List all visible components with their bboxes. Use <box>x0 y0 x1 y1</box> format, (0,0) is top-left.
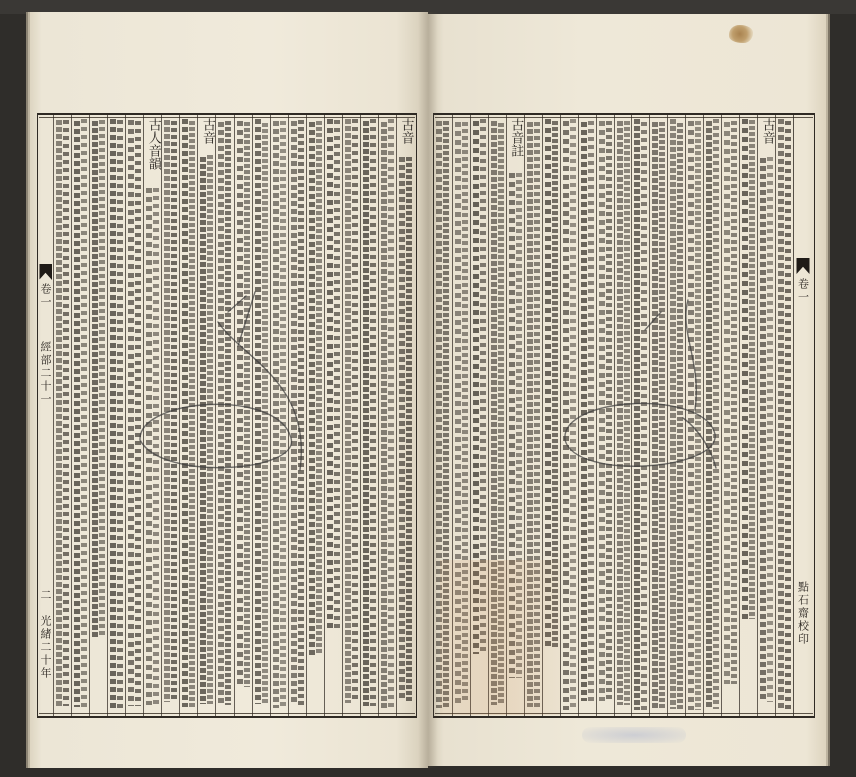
illegible-text-texture <box>217 119 232 705</box>
text-column <box>71 115 89 716</box>
text-column <box>757 115 775 716</box>
illegible-text-texture <box>272 119 287 708</box>
illegible-text-texture <box>454 119 469 703</box>
text-column <box>342 115 360 716</box>
fishtail-mark <box>797 258 810 274</box>
text-column <box>721 115 739 716</box>
paper-stain <box>729 25 753 43</box>
text-column <box>89 115 107 716</box>
margin-section-label: 經部二十一 <box>39 341 52 406</box>
illegible-text-texture <box>236 119 251 687</box>
margin-juan-label: 卷一 <box>39 283 52 309</box>
text-column <box>775 115 793 716</box>
illegible-text-texture <box>199 155 214 704</box>
text-column <box>631 115 649 716</box>
text-column <box>685 115 703 716</box>
illegible-text-texture <box>435 119 451 708</box>
illegible-text-texture <box>472 119 487 654</box>
illegible-text-texture <box>127 119 142 706</box>
illegible-text-texture <box>254 119 269 704</box>
illegible-text-texture <box>290 119 305 705</box>
illegible-text-texture <box>55 119 70 706</box>
left-page <box>30 12 428 768</box>
margin-date-label: 光緒二十年 <box>39 615 52 680</box>
illegible-text-texture <box>759 155 774 702</box>
illegible-text-texture <box>362 119 377 706</box>
illegible-text-texture <box>562 119 577 710</box>
illegible-text-texture <box>633 119 648 710</box>
text-column <box>288 115 306 716</box>
text-column <box>470 115 488 716</box>
text-column <box>324 115 342 716</box>
column-head-text: 古音 <box>398 118 414 144</box>
text-column <box>703 115 721 716</box>
right-page <box>428 14 826 766</box>
left-fold-margin <box>38 115 53 716</box>
text-column <box>179 115 197 716</box>
illegible-text-texture <box>308 119 323 655</box>
illegible-text-texture <box>109 119 124 710</box>
illegible-text-texture <box>145 187 160 705</box>
text-column <box>107 115 125 716</box>
illegible-text-texture <box>344 119 359 703</box>
illegible-text-texture <box>526 119 541 707</box>
text-column <box>197 115 215 716</box>
illegible-text-texture <box>669 119 684 709</box>
text-column <box>739 115 757 716</box>
text-column <box>488 115 506 716</box>
stamp-bleed-through <box>582 727 686 743</box>
text-column <box>434 115 452 716</box>
illegible-text-texture <box>723 119 738 684</box>
text-column <box>378 115 396 716</box>
text-column <box>396 115 414 716</box>
column-head-text: 古音 <box>759 118 775 144</box>
text-column <box>234 115 252 716</box>
text-column <box>614 115 632 716</box>
text-column <box>578 115 596 716</box>
illegible-text-texture <box>91 119 106 638</box>
text-column <box>506 115 524 716</box>
text-column <box>53 115 71 716</box>
margin-juan-label: 卷一 <box>796 278 810 304</box>
text-column <box>161 115 179 716</box>
text-column <box>125 115 143 716</box>
column-head-text: 古音註 <box>508 118 524 157</box>
text-column <box>270 115 288 716</box>
text-column <box>667 115 685 716</box>
illegible-text-texture <box>598 119 613 701</box>
text-column <box>252 115 270 716</box>
publisher-mark: 點石齋校印 <box>796 581 810 646</box>
text-column <box>143 115 161 716</box>
text-column <box>649 115 667 716</box>
left-text-frame <box>37 113 417 718</box>
column-head-text: 古人音韻 <box>145 118 161 170</box>
margin-leaf-number: 二 <box>39 589 52 602</box>
illegible-text-texture <box>777 119 792 709</box>
text-column <box>524 115 542 716</box>
text-column <box>596 115 614 716</box>
illegible-text-texture <box>380 119 395 710</box>
illegible-text-texture <box>326 119 341 631</box>
text-column <box>560 115 578 716</box>
illegible-text-texture <box>181 119 196 707</box>
illegible-text-texture <box>544 119 559 649</box>
illegible-text-texture <box>687 119 702 710</box>
illegible-text-texture <box>490 119 505 705</box>
column-head-text: 古音 <box>199 118 215 144</box>
right-text-frame <box>433 113 815 718</box>
right-fold-margin <box>793 115 812 716</box>
text-column <box>542 115 560 716</box>
text-column <box>360 115 378 716</box>
text-column <box>306 115 324 716</box>
illegible-text-texture <box>398 155 413 701</box>
fishtail-mark <box>39 264 52 280</box>
illegible-text-texture <box>580 119 595 701</box>
illegible-text-texture <box>705 119 720 709</box>
illegible-text-texture <box>163 119 178 702</box>
illegible-text-texture <box>73 119 88 707</box>
illegible-text-texture <box>508 171 523 678</box>
illegible-text-texture <box>651 119 666 709</box>
illegible-text-texture <box>741 119 756 619</box>
illegible-text-texture <box>616 119 631 705</box>
text-column <box>452 115 470 716</box>
text-column <box>215 115 233 716</box>
